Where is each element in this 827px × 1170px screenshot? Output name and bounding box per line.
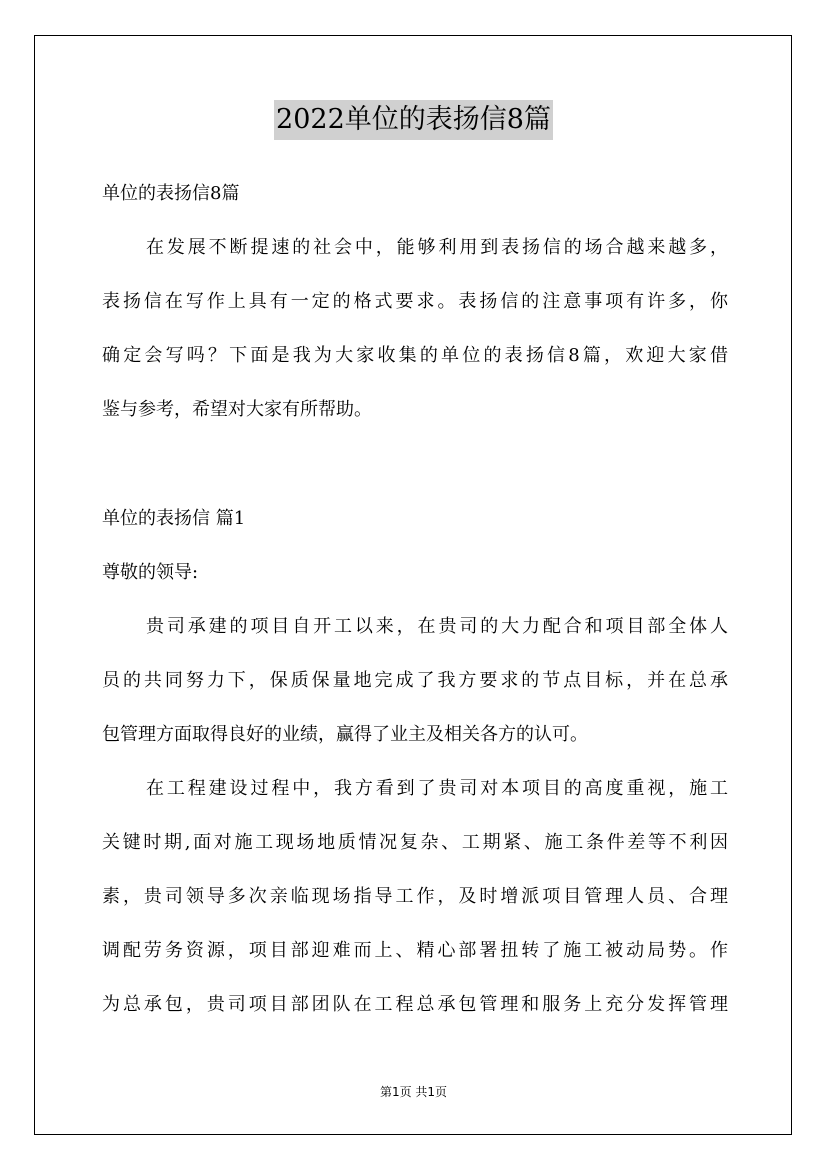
para2-line-5: 为总承包，贵司项目部团队在工程总承包管理和服务上充分发挥管理 [102, 994, 728, 1015]
intro-line-4: 鉴与参考，希望对大家有所帮助。 [102, 399, 372, 420]
para1-line-2: 员的共同努力下，保质保量地完成了我方要求的节点目标，并在总承 [102, 670, 728, 691]
para2-line-4: 调配劳务资源，项目部迎难而上、精心部署扭转了施工被动局势。作 [102, 940, 728, 961]
title-wrap [0, 100, 827, 140]
intro-line-3: 确定会写吗？下面是我为大家收集的单位的表扬信8篇，欢迎大家借 [102, 345, 728, 366]
para2-line-3: 素，贵司领导多次亲临现场指导工作，及时增派项目管理人员、合理 [102, 886, 728, 907]
page-footer: 第1页 共1页 [379, 1085, 448, 1099]
salutation: 尊敬的领导: [102, 562, 199, 583]
document-title: 2022单位的表扬信8篇 [274, 100, 553, 140]
intro-line-1: 在发展不断提速的社会中，能够利用到表扬信的场合越来越多， [146, 237, 728, 258]
section-heading: 单位的表扬信 篇1 [102, 508, 246, 529]
para2-line-1: 在工程建设过程中，我方看到了贵司对本项目的高度重视，施工 [146, 778, 728, 799]
subtitle: 单位的表扬信8篇 [102, 183, 240, 204]
intro-line-2: 表扬信在写作上具有一定的格式要求。表扬信的注意事项有许多，你 [102, 291, 728, 312]
para2-line-2: 关键时期,面对施工现场地质情况复杂、工期紧、施工条件差等不利因 [102, 832, 728, 853]
para1-line-3: 包管理方面取得良好的业绩，赢得了业主及相关各方的认可。 [102, 724, 588, 745]
para1-line-1: 贵司承建的项目自开工以来，在贵司的大力配合和项目部全体人 [146, 616, 728, 637]
